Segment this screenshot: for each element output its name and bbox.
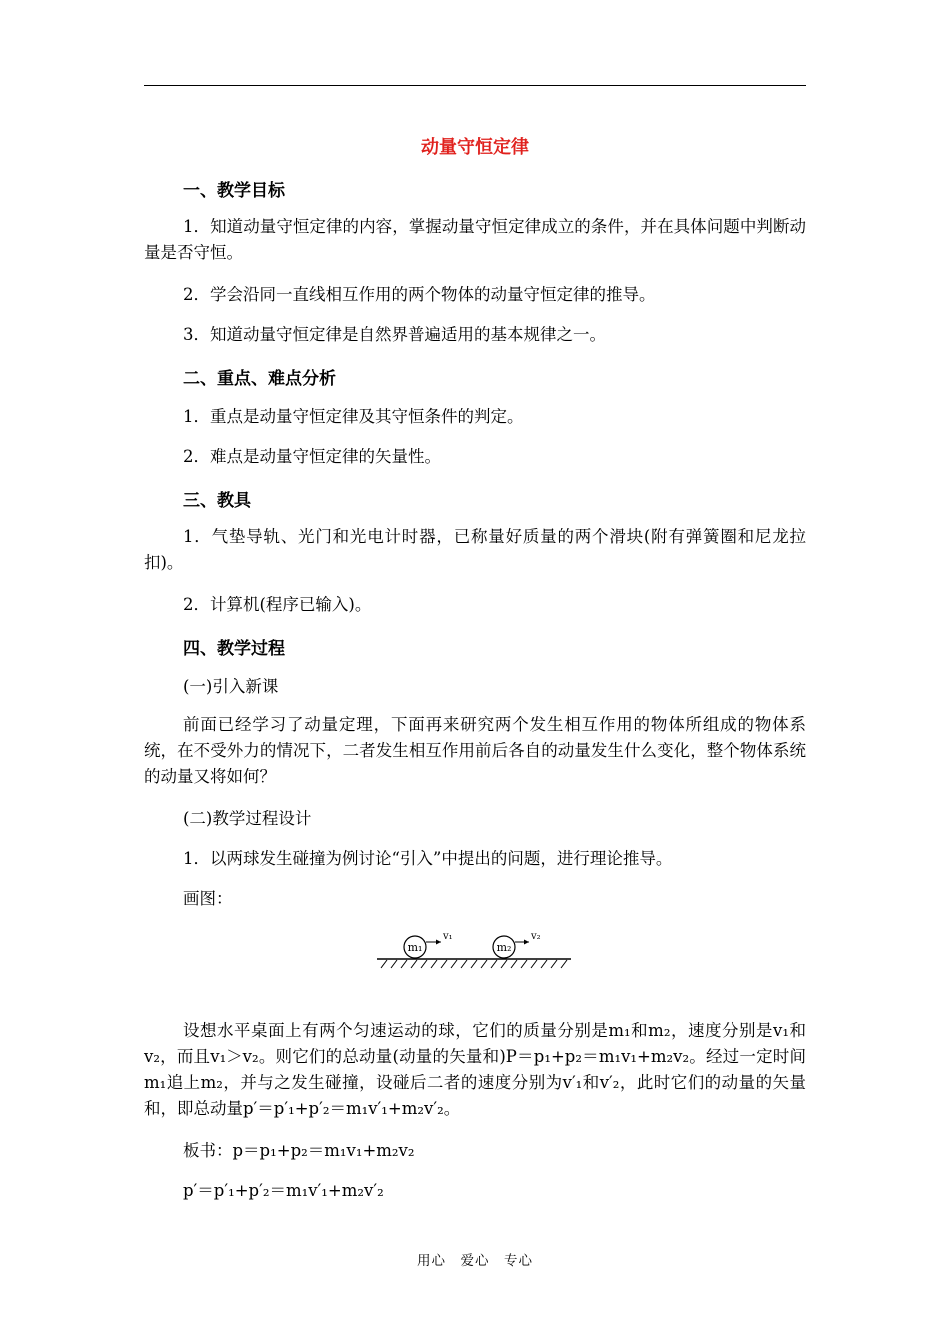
board-equation-1: 板书：p＝p₁+p₂＝m₁v₁+m₂v₂ [183,1141,415,1160]
v1-arrowhead [436,940,441,945]
section-heading-key-points: 二、重点、难点分析 [183,369,336,389]
key-point-2: 2．难点是动量守恒定律的矢量性。 [183,447,441,466]
ball-m2-label: m₂ [496,941,512,954]
subsection-design: (二)教学过程设计 [183,809,312,828]
v2-arrowhead [524,940,529,945]
ground-hatching [381,960,567,968]
objective-1: 1．知道动量守恒定律的内容，掌握动量守恒定律成立的条件，并在具体问题中判断动量是否守恒。 [144,217,806,262]
introduction-paragraph: 前面已经学习了动量定理，下面再来研究两个发生相互作用的物体所组成的物体系统，在不受外力的情况下，二者发生相互作用前后各自的动量发生什么变化，整个物体系统的动量又将如何？ [144,715,806,786]
v1-label: v₁ [443,931,453,942]
draw-label: 画图： [183,889,233,908]
header-rule [144,85,806,86]
objective-2: 2．学会沿同一直线相互作用的两个物体的动量守恒定律的推导。 [183,285,656,304]
section-heading-process: 四、教学过程 [183,639,285,659]
key-point-1: 1．重点是动量守恒定律及其守恒条件的判定。 [183,407,524,426]
ball-m1-label: m₁ [407,941,423,954]
equipment-2: 2．计算机(程序已输入)。 [183,595,372,614]
collision-diagram [375,926,575,970]
equipment-1: 1．气垫导轨、光门和光电计时器，已称量好质量的两个滑块(附有弹簧圈和尼龙拉扣)。 [144,527,806,572]
subsection-introduction: (一)引入新课 [183,677,279,696]
document-title: 动量守恒定律 [421,137,529,158]
page-footer: 用心 爱心 专心 [417,1253,533,1269]
section-heading-objectives: 一、教学目标 [183,181,285,201]
objective-3: 3．知道动量守恒定律是自然界普遍适用的基本规律之一。 [183,325,606,344]
section-heading-equipment: 三、教具 [183,491,251,511]
derivation-paragraph: 设想水平桌面上有两个匀速运动的球，它们的质量分别是m₁和m₂，速度分别是v₁和v₂，而且v₁＞v₂。则它们的总动量(动量的矢量和)P＝p₁+p₂＝m₁v₁+m₂v₂。经过一定时间m₁追上m₂，并与之发生碰撞，设碰后二者的速度分别为v′₁和v′₂，此时它们的动量的矢量和，即总动量p′＝p′₁+p′₂＝m₁v′₁+m₂v′₂。 [144,1021,806,1118]
process-step-1: 1．以两球发生碰撞为例讨论“引入”中提出的问题，进行理论推导。 [183,849,673,868]
v2-label: v₂ [531,931,541,942]
board-equation-2: p′＝p′₁+p′₂＝m₁v′₁+m₂v′₂ [183,1181,384,1200]
